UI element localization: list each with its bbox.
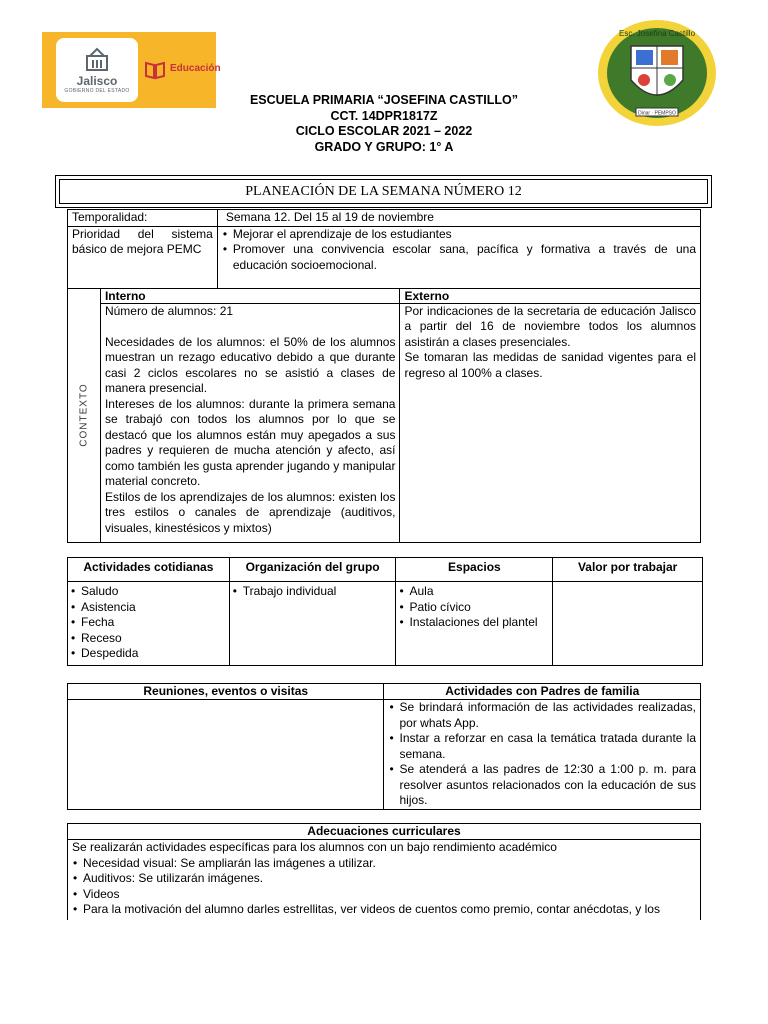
interno-paragraph: Intereses de los alumnos: durante la primera semana se trabajó con todos los alumnos por lo que se destacó que los alumnos están muy apegados a sus padres y requieren de mucha atención y afecto, así como también les gusta aprender jugando y manipular material concreto.: [104, 396, 396, 488]
cotidianas-list: [68, 582, 230, 666]
list-item: • Auditivos: Se utilizarán imágenes.: [72, 871, 696, 887]
interno-paragraph: Estilos de los aprendizajes de los alumnos: existen los tres estilos o canales de aprendizaje (auditivos, visuales, kinestésicos y mixtos): [104, 489, 396, 535]
list-item: • Instalaciones del plantel: [398, 615, 550, 631]
interno-paragraph: Necesidades de los alumnos: el 50% de los alumnos muestran un rezago educativo debido a que durante casi 2 ciclos escolares no se asistió a clases de manera presencial.: [104, 334, 396, 395]
contexto-body-row: [68, 303, 701, 542]
espacios-list: [396, 582, 553, 666]
school-grade: GRADO Y GRUPO: 1° A: [314, 139, 454, 154]
contexto-side: [68, 288, 101, 542]
school-crest-icon: [596, 18, 718, 128]
list-item: • Videos: [72, 887, 696, 903]
temporalidad-value: Semana 12. Del 15 al 19 de noviembre: [217, 210, 700, 227]
prioridad-list: [217, 226, 700, 288]
header-padres: Actividades con Padres de familia: [384, 684, 701, 700]
list-item: • Trabajo individual: [232, 584, 394, 600]
adecuaciones-body-row: [68, 840, 701, 920]
contexto-header-row: [68, 288, 701, 303]
list-item: • Saludo: [70, 584, 227, 600]
list-item: • Patio cívico: [398, 600, 550, 616]
adecuaciones-header-row: [68, 824, 701, 840]
reuniones-table: [67, 683, 701, 810]
interno-paragraph: [105, 319, 396, 335]
plan-info-table: [67, 209, 701, 543]
header-valor: Valor por trabajar: [553, 558, 703, 582]
padres-list: [384, 700, 701, 810]
header-organizacion: Organización del grupo: [229, 558, 396, 582]
crest-text: Esc. Josefina Castillo: [618, 29, 696, 38]
list-item: • Aula: [398, 584, 550, 600]
list-item: • Necesidad visual: Se ampliarán las imágenes a utilizar.: [72, 856, 696, 872]
actividades-header-row: [68, 558, 703, 582]
logo-section: Educación: [170, 63, 221, 74]
actividades-table: [67, 557, 703, 666]
adecuaciones-intro: Se realizarán actividades específicas para los alumnos con un bajo rendimiento académico: [72, 840, 557, 854]
school-name: ESCUELA PRIMARIA “JOSEFINA CASTILLO”: [249, 93, 519, 107]
interno-body: [100, 303, 400, 542]
jalisco-emblem-icon: [84, 46, 110, 72]
organizacion-list: [229, 582, 396, 666]
list-item: • Fecha: [70, 615, 227, 631]
jalisco-badge: [56, 38, 138, 102]
externo-paragraph: Por indicaciones de la secretaria de educación Jalisco a partir del 16 de noviembre todos los alumnos asistirán a clases presenciales.: [404, 303, 696, 349]
list-item: • Instar a reforzar en casa la temática tratada durante la semana.: [388, 731, 696, 762]
list-item: • Asistencia: [70, 600, 227, 616]
valor-cell: [553, 582, 703, 666]
prioridad-row: [68, 226, 701, 288]
actividades-body-row: [68, 582, 703, 666]
contexto-label: CONTEXTO: [78, 383, 90, 447]
list-item: • Para la motivación del alumno darles estrellitas, ver videos de cuentos como premio, contar anécdotas, y los: [72, 902, 696, 918]
adecuaciones-table: [67, 823, 701, 920]
crest-banner: Dinar · PEMPSO: [638, 110, 676, 117]
header-adecuaciones: Adecuaciones curriculares: [68, 824, 701, 840]
header-espacios: Espacios: [396, 558, 553, 582]
plan-title-box: [55, 175, 712, 208]
school-cct: CCT. 14DPR1817Z: [330, 108, 438, 123]
list-item: • Despedida: [70, 646, 227, 662]
plan-title: PLANEACIÓN DE LA SEMANA NÚMERO 12: [59, 179, 708, 204]
open-book-icon: [144, 60, 166, 80]
school-cycle: CICLO ESCOLAR 2021 – 2022: [295, 124, 473, 138]
interno-header: Interno: [100, 288, 400, 303]
header-reuniones: Reuniones, eventos o visitas: [68, 684, 384, 700]
header-cotidianas: Actividades cotidianas: [68, 558, 230, 582]
temporalidad-label: Temporalidad:: [68, 210, 218, 227]
logo-sub: GOBIERNO DEL ESTADO: [64, 88, 130, 94]
list-item: • Se atenderá a las padres de 12:30 a 1:00 p. m. para resolver asuntos relacionados con la educación de sus hijos.: [388, 762, 696, 809]
externo-body: [400, 303, 701, 542]
list-item: • Mejorar el aprendizaje de los estudiantes: [222, 227, 696, 243]
reuniones-header-row: [68, 684, 701, 700]
school-heading: [200, 93, 568, 155]
reuniones-body-row: [68, 700, 701, 810]
adecuaciones-body: [68, 840, 701, 920]
logo-brand: Jalisco: [76, 74, 118, 88]
reuniones-cell: [68, 700, 384, 810]
externo-header: Externo: [400, 288, 701, 303]
jalisco-education-logo: [42, 32, 221, 108]
externo-paragraph: Se tomaran las medidas de sanidad vigentes para el regreso al 100% a clases.: [404, 350, 696, 380]
list-item: • Promover una convivencia escolar sana, pacífica y formativa a través de una educación socioemocional.: [222, 242, 696, 273]
prioridad-label: Prioridad del sistema básico de mejora PEMC: [68, 226, 218, 288]
interno-paragraph: Número de alumnos: 21: [104, 303, 234, 318]
list-item: • Se brindará información de las actividades realizadas, por whats App.: [388, 700, 696, 731]
temporalidad-row: [68, 210, 701, 227]
list-item: • Receso: [70, 631, 227, 647]
